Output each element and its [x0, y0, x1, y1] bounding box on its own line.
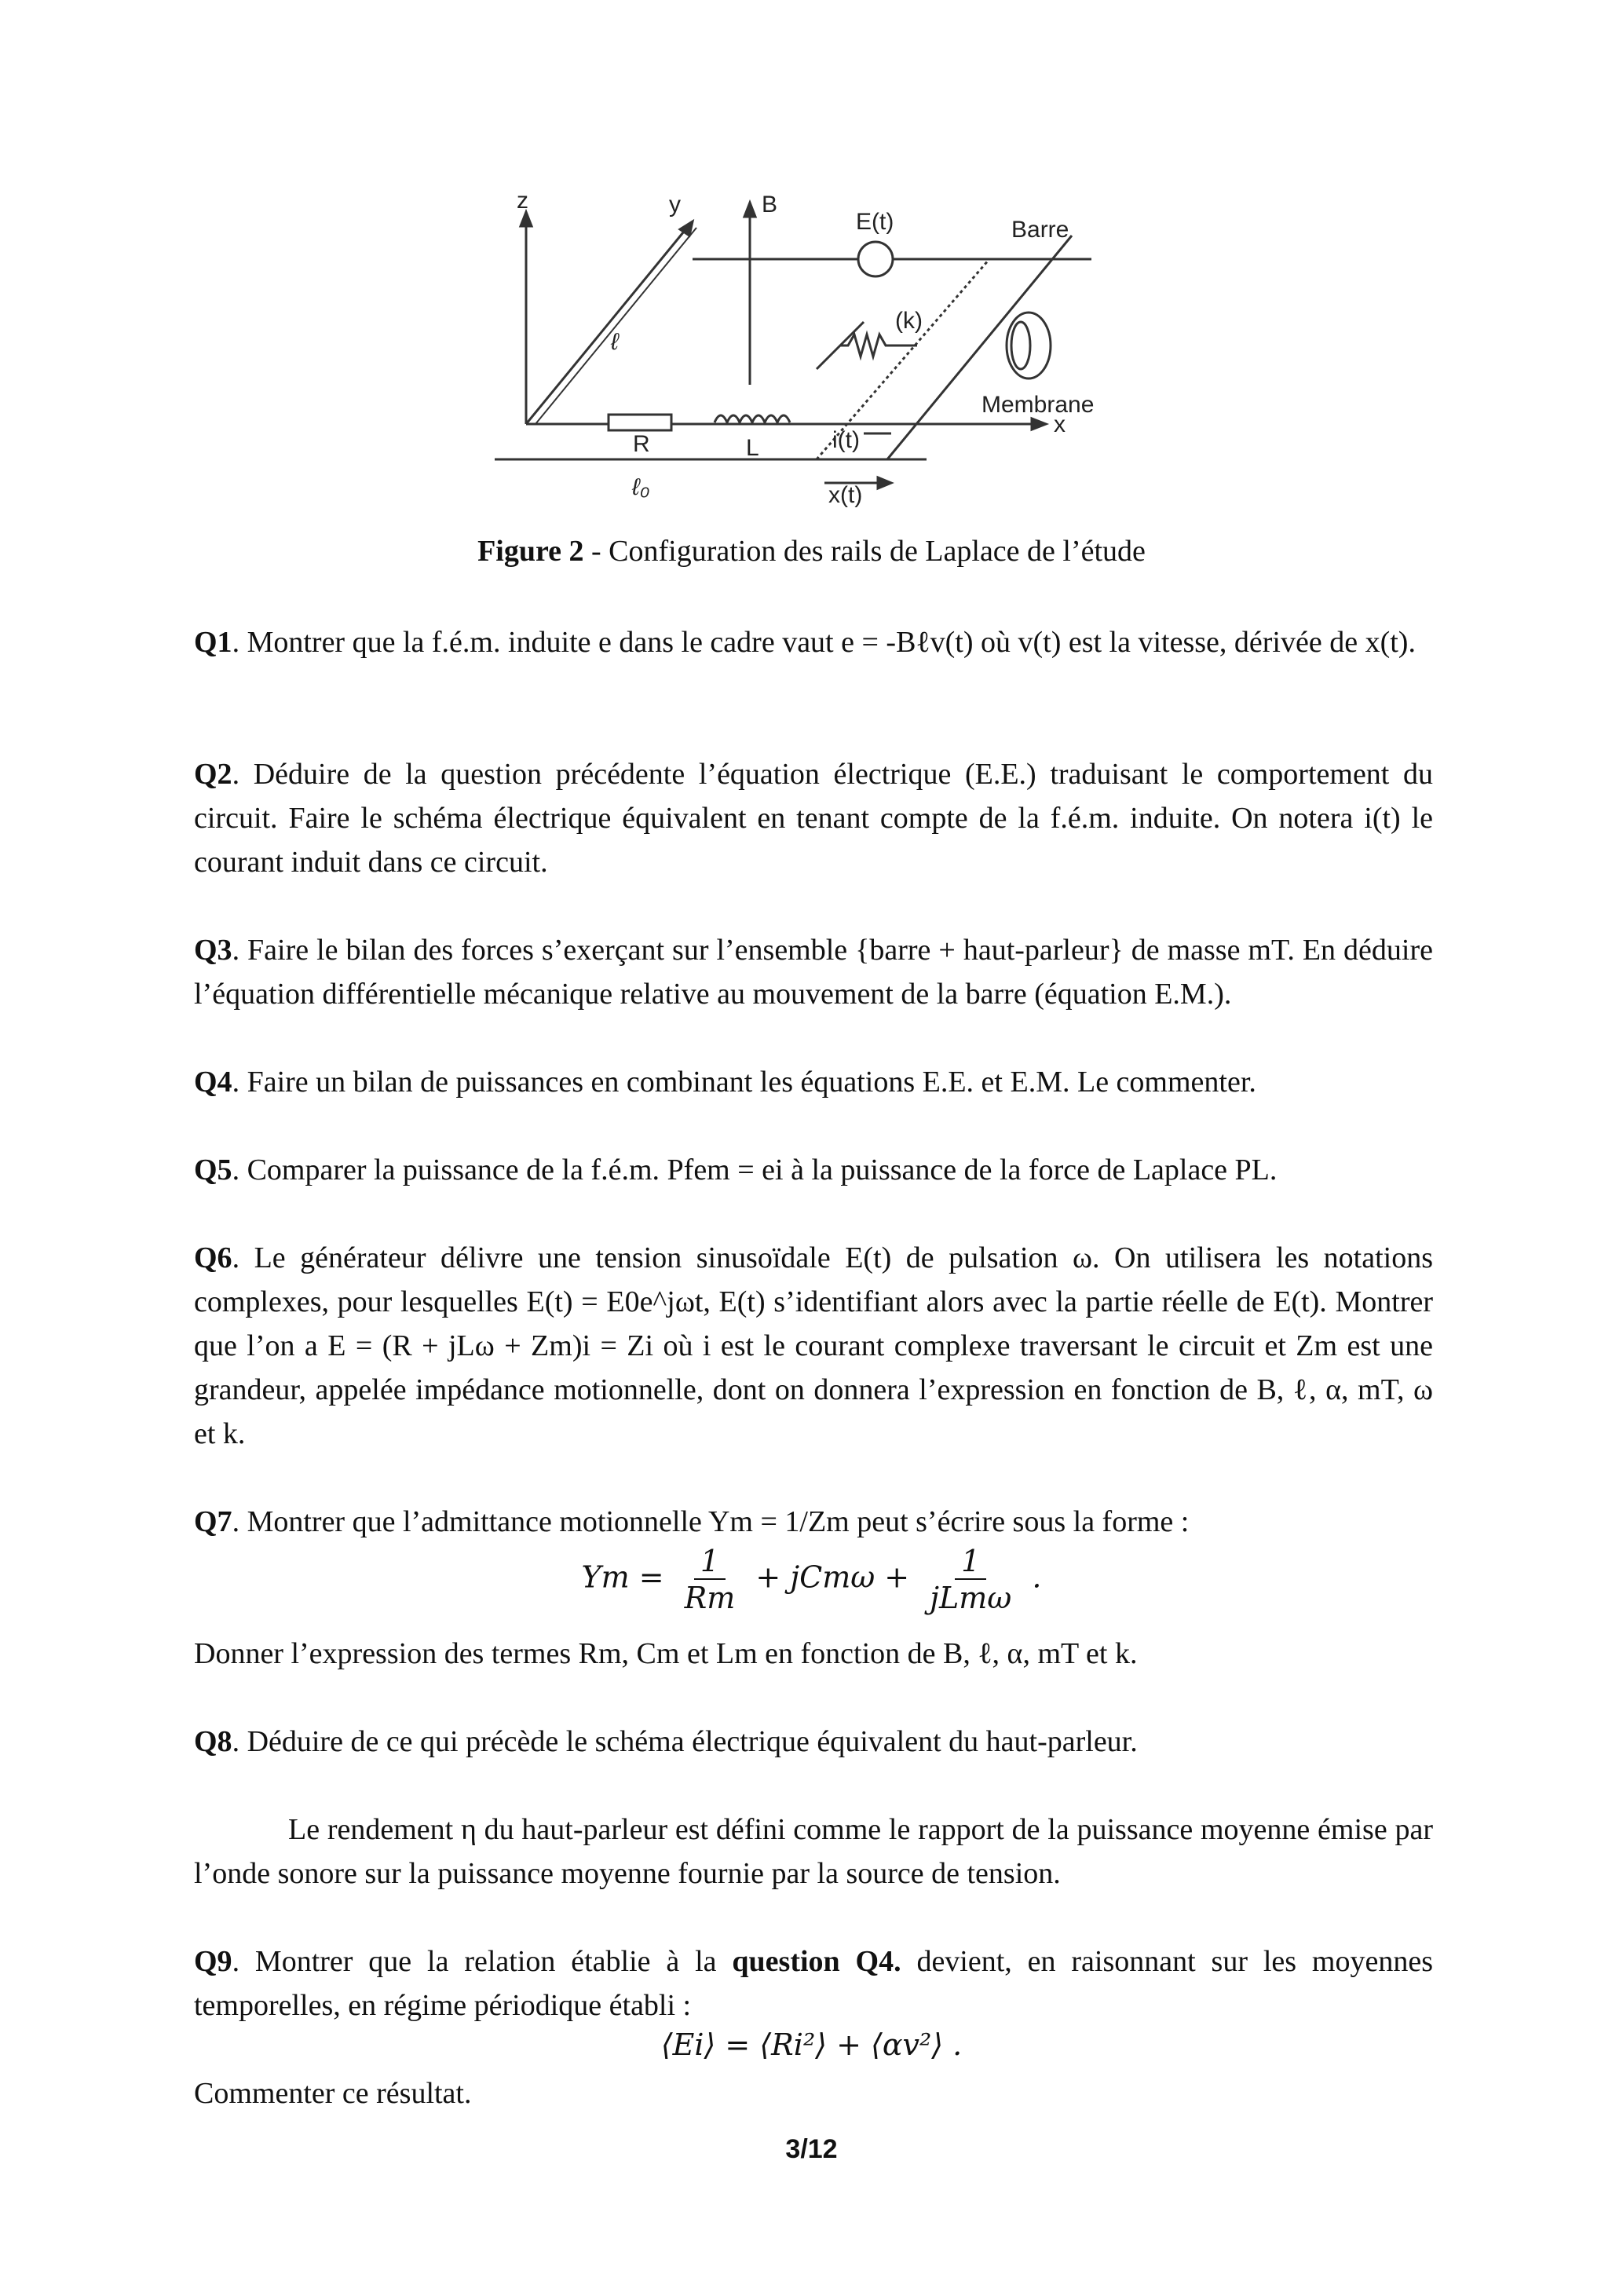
position-label: x(t) — [828, 482, 863, 508]
membrane-label: Membrane — [981, 392, 1095, 418]
question-q7 — [194, 1500, 1433, 1544]
q8-number: Q8 — [194, 1725, 232, 1758]
q4-text: . Faire un bilan de puissances en combinant les équations E.E. et E.M. Le commenter. — [232, 1066, 1256, 1099]
question-q8 — [194, 1720, 1433, 1764]
question-q9 — [194, 1940, 1433, 2027]
b-field-label: B — [762, 192, 778, 218]
q8-text: . Déduire de ce qui précède le schéma électrique équivalent du haut-parleur. — [232, 1725, 1138, 1758]
q7-fraction-1 — [678, 1544, 742, 1616]
spring-label: (k) — [895, 308, 923, 334]
q9-text-b: devient, en raisonnant sur les moyennes temporelles, en régime périodique établi : — [194, 1945, 1433, 2022]
q7-fraction-2 — [923, 1544, 1018, 1616]
y-axis-label: y — [669, 192, 681, 218]
q1-number: Q1 — [194, 626, 232, 659]
q6-number: Q6 — [194, 1241, 232, 1274]
z-axis-label: z — [517, 188, 528, 214]
q7-frac2-den: jLmω — [930, 1581, 1012, 1615]
resistor-label: R — [633, 431, 650, 457]
q9-bold-reference: question Q4. — [732, 1945, 901, 1978]
question-q3 — [194, 928, 1433, 1016]
rendement-text: Le rendement η du haut-parleur est défini comme le rapport de la puissance moyenne émise par l’onde sonore sur la puissance moyenne fournie par la source de tension. — [194, 1813, 1433, 1890]
q7-eq-mid: + jCmω + — [755, 1559, 910, 1595]
laplace-rails-figure — [487, 188, 1146, 518]
rendement-paragraph — [194, 1808, 1433, 1896]
q7-number: Q7 — [194, 1505, 232, 1538]
q7-admittance-equation — [0, 1544, 1623, 1616]
q5-text: . Comparer la puissance de la f.é.m. Pfem = ei à la puissance de la force de Laplace PL. — [232, 1153, 1278, 1186]
barre-label: Barre — [1011, 217, 1069, 243]
ell0-label: ℓ₀ — [632, 474, 650, 500]
question-q6 — [194, 1236, 1433, 1456]
q3-text: . Faire le bilan des forces s’exerçant sur l’ensemble {barre + haut-parleur} de masse mT. En déduire l’équation différentielle mécanique relative au mouvement de la barre (équation E.M.). — [194, 934, 1433, 1011]
q6-text: . Le générateur délivre une tension sinusoïdale E(t) de pulsation ω. On utilisera les notations complexes, pour lesquelles E(t) = E0e^jωt, E(t) s’identifiant alors avec la partie réelle de E(t). Montrer que l’on a E = (R + jLω + Zm)i = Zi où i est le courant complexe traversant le circuit et Zm est une grandeur, appelée impédance motionnelle, dont on donnera l’expression en fonction de B, ℓ, α, mT, ω et k. — [194, 1241, 1433, 1450]
q5-number: Q5 — [194, 1153, 232, 1186]
page-number: 3/12 — [785, 2134, 838, 2164]
question-q5 — [194, 1148, 1433, 1192]
q7-text: . Montrer que l’admittance motionnelle Ym = 1/Zm peut s’écrire sous la forme : — [232, 1505, 1190, 1538]
q9-number: Q9 — [194, 1945, 232, 1978]
q7-frac2-num: 1 — [955, 1544, 986, 1580]
q3-number: Q3 — [194, 934, 232, 967]
question-q2 — [194, 752, 1433, 884]
q2-number: Q2 — [194, 758, 232, 791]
inductor-label: L — [746, 435, 759, 461]
q9-power-equation: ⟨Ei⟩ = ⟨Ri²⟩ + ⟨αv²⟩ . — [660, 2027, 963, 2062]
q7-frac1-num: 1 — [694, 1544, 726, 1580]
q7-eq-lhs: Ym = — [581, 1559, 664, 1595]
q7-after-text: Donner l’expression des termes Rm, Cm et Lm en fonction de B, ℓ, α, mT et k. — [194, 1637, 1138, 1670]
ell-label: ℓ — [611, 329, 619, 355]
figure-caption — [0, 534, 1623, 569]
q2-text: . Déduire de la question précédente l’équation électrique (E.E.) traduisant le comportement du circuit. Faire le schéma électrique équivalent en tenant compte de la f.é.m. induite. On notera i(t) le courant induit dans ce circuit. — [194, 758, 1433, 879]
q9-text-a: . Montrer que la relation établie à la — [232, 1945, 733, 1978]
current-label: i(t) — [832, 427, 860, 453]
q4-number: Q4 — [194, 1066, 232, 1099]
q7-frac1-den: Rm — [684, 1581, 736, 1615]
q7-eq-end: . — [1032, 1559, 1042, 1595]
q9-followup — [194, 2071, 1433, 2115]
question-q1 — [194, 620, 1433, 664]
figure-caption-text: - Configuration des rails de Laplace de l’étude — [583, 535, 1146, 568]
q9-after-text: Commenter ce résultat. — [194, 2077, 472, 2110]
figure-caption-title: Figure 2 — [477, 535, 584, 568]
x-axis-label: x — [1054, 411, 1066, 437]
rails-diagram — [487, 188, 1146, 518]
question-q4 — [194, 1060, 1433, 1104]
q7-followup — [194, 1632, 1433, 1676]
generator-label: E(t) — [856, 209, 894, 235]
q1-text: . Montrer que la f.é.m. induite e dans le cadre vaut e = -Bℓv(t) où v(t) est la vitesse, dérivée de x(t). — [232, 626, 1416, 659]
